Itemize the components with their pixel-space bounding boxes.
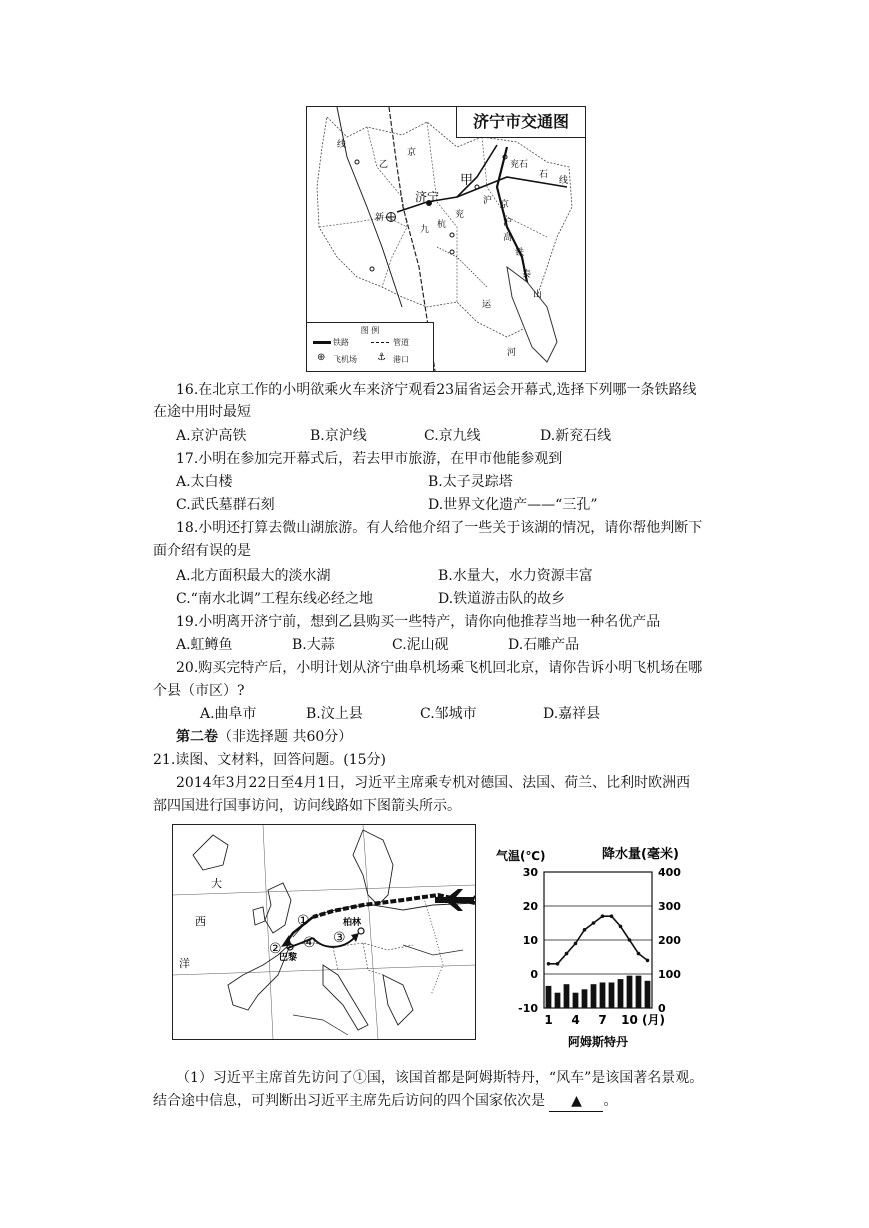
legend-airport-label: 飞机场 [333, 355, 357, 364]
temperature-point [610, 914, 614, 918]
temperature-tick-label: 10 [522, 934, 538, 947]
precipitation-bar [645, 981, 651, 1008]
temperature-point [646, 959, 650, 963]
city-marker [370, 267, 374, 271]
q19-option-b: B.大蒜 [292, 637, 335, 653]
label-hu2: 沪 [503, 218, 513, 228]
q17-option-c: C.武氏墓群石刻 [176, 497, 275, 513]
label-jiu: 九 [420, 225, 430, 235]
label-jining: 济宁 [415, 190, 440, 204]
q16-option-d: D.新兖石线 [540, 428, 612, 444]
q21-para-2: 部四国进行国事访问，访问线路如下图箭头所示。 [153, 798, 461, 814]
q21-sub1-line-1: （1）习近平主席首先访问了①国，该国首都是阿姆斯特丹，“风车”是该国著名景观。 [176, 1070, 704, 1086]
climate-chart [486, 838, 706, 1058]
q20-stem-2: 个县（市区）? [153, 683, 245, 699]
berlin-dot [358, 928, 364, 934]
temperature-point [565, 952, 569, 956]
label-yi: 乙 [379, 160, 389, 170]
q19-stem: 19.小明离开济宁前，想到乙县购买一些特产，请你向他推荐当地一种名优产品 [176, 614, 661, 630]
label-xian: 线 [559, 176, 569, 186]
answer-blank[interactable]: ▲ [549, 1091, 603, 1112]
legend-port-label: 港口 [393, 355, 409, 364]
temperature-point [637, 952, 641, 956]
temperature-tick-label: 20 [522, 900, 538, 913]
q18-stem-2: 面介绍有误的是 [153, 543, 251, 559]
precipitation-bar [591, 984, 597, 1008]
coast-scandinavia [353, 830, 393, 905]
q21-sub1-end: 。 [603, 1093, 618, 1109]
temperature-point [592, 921, 596, 925]
q20-option-a: A.曲阜市 [200, 706, 257, 722]
x-tick-label: 10 [621, 1013, 638, 1027]
coast-ireland [253, 907, 265, 925]
label-hu: 沪 [483, 196, 493, 206]
temperature-point [619, 925, 623, 929]
label-yun: 运 [482, 300, 492, 310]
canal [437, 247, 487, 287]
label-jia: 甲 [460, 173, 474, 188]
precipitation-bar [573, 993, 579, 1008]
q21-sub1-text: 结合途中信息，可判断出习近平主席先后访问的四个国家依次是 [153, 1093, 545, 1109]
label-n4: ④ [303, 935, 316, 951]
temperature-point [574, 942, 578, 946]
label-tie: 铁 [515, 248, 525, 258]
temperature-point [601, 914, 605, 918]
label-jing: 京 [407, 148, 417, 158]
q19-option-d: D.石雕产品 [508, 637, 580, 653]
label-shi: 石 [539, 170, 549, 180]
legend-heading: 图 例 [360, 326, 380, 335]
precipitation-bar [546, 986, 552, 1008]
coast-italy [323, 965, 368, 1030]
q19-option-c: C.泥山砚 [392, 637, 449, 653]
precipitation-bar [636, 976, 642, 1008]
precipitation-bar [609, 983, 615, 1009]
border-east [423, 895, 443, 995]
q16-option-b: B.京沪线 [310, 428, 367, 444]
label-shan: 山 [533, 290, 543, 300]
precipitation-bar [627, 976, 633, 1008]
label-jing2: 京 [500, 200, 510, 210]
label-gao: 高 [503, 233, 513, 243]
legend-railway-symbol [313, 341, 331, 344]
coast-misc [293, 945, 463, 1035]
label-ocean-3: 洋 [179, 957, 190, 970]
label-n3: ③ [333, 930, 346, 946]
section2-subtitle: （非选择题 共60分） [218, 729, 353, 745]
q17-option-b: B.太子灵踪塔 [428, 474, 513, 490]
label-ocean-2: 西 [195, 915, 206, 928]
inner-boundary [427, 122, 457, 302]
q21-sub1-line-2 [153, 1091, 617, 1112]
label-n2: ② [269, 941, 282, 957]
q16-stem-1: 16.在北京工作的小明欲乘火车来济宁观看23届省运会开幕式,选择下列哪一条铁路线 [176, 382, 697, 398]
q16-option-a: A.京沪高铁 [176, 428, 247, 444]
label-n1: ① [297, 913, 310, 929]
x-tick-label: 7 [598, 1013, 607, 1027]
europe-map-svg [173, 825, 475, 1039]
legend-port-icon: ⚓ [377, 352, 386, 363]
airport-cross [387, 213, 395, 221]
q21-header: 21.读图、文材料，回答问题。(15分) [153, 752, 387, 768]
right-axis-label: 降水量(毫米) [602, 847, 679, 862]
q18-option-b: B.水量大，水力资源丰富 [438, 568, 593, 584]
q20-option-d: D.嘉祥县 [543, 706, 601, 722]
city-marker [450, 250, 454, 254]
precipitation-bar [582, 989, 588, 1008]
q17-option-a: A.太白楼 [176, 474, 233, 490]
temperature-point [556, 962, 560, 966]
q19-option-a: A.虹鳟鱼 [176, 637, 233, 653]
q18-option-a: A.北方面积最大的淡水湖 [176, 568, 331, 584]
precipitation-bar [600, 983, 606, 1009]
q18-option-d: D.铁道游击队的故乡 [438, 591, 566, 607]
x-tick-label: 1 [544, 1013, 553, 1027]
precipitation-tick-label: 200 [658, 934, 681, 947]
q17-stem: 17.小明在参加完开幕式后，若去甲市旅游，在甲市他能参观到 [176, 451, 563, 467]
label-tai: 泰 [522, 270, 532, 280]
jining-traffic-map [306, 106, 586, 372]
q18-stem-1: 18.小明还打算去微山湖旅游。有人给他介绍了一些关于该湖的情况，请你帮他判断下 [176, 520, 703, 536]
graticule [173, 825, 475, 1039]
q16-option-c: C.京九线 [424, 428, 481, 444]
label-ocean-1: 大 [211, 877, 222, 890]
section2-heading [176, 727, 352, 747]
temperature-tick-label: 0 [530, 968, 538, 981]
q18-option-c: C.“南水北调”工程东线必经之地 [176, 591, 373, 607]
label-paris: 巴黎 [279, 953, 298, 963]
section2-title: 第二卷 [176, 729, 218, 745]
temperature-point [547, 962, 551, 966]
q20-option-b: B.汶上县 [306, 706, 363, 722]
precipitation-tick-label: 400 [658, 866, 681, 879]
legend-railway-label: 铁路 [333, 338, 349, 347]
x-unit-label: (月) [642, 1013, 665, 1027]
label-yan: 兖 [455, 210, 465, 220]
temperature-tick-label: 30 [522, 866, 538, 879]
inner-boundary [319, 217, 407, 227]
label-he: 河 [507, 348, 517, 358]
chart-title: 阿姆斯特丹 [567, 1035, 629, 1049]
europe-visit-map [172, 824, 476, 1040]
precipitation-tick-label: 100 [658, 968, 681, 981]
legend-pipeline-symbol [371, 342, 389, 343]
temperature-point [583, 928, 587, 932]
label-xin: 新 [375, 213, 385, 223]
map1-title: 济宁市交通图 [472, 112, 569, 131]
label-yanshi: 兖石 [510, 160, 529, 170]
precipitation-bar [555, 993, 561, 1008]
map1-legend [307, 322, 434, 371]
q17-option-d: D.世界文化遗产——“三孔” [428, 497, 598, 513]
legend-pipeline-label: 管道 [393, 338, 409, 347]
q20-stem-1: 20.购买完特产后，小明计划从济宁曲阜机场乘飞机回北京，请你告诉小明飞机场在哪 [176, 660, 703, 676]
label-berlin: 柏林 [343, 918, 362, 928]
airplane-icon [435, 889, 475, 911]
precipitation-tick-label: 300 [658, 900, 681, 913]
city-marker [450, 233, 454, 237]
temperature-tick-label: -10 [518, 1002, 538, 1015]
precipitation-bar [618, 979, 624, 1008]
precipitation-tick-label: 0 [658, 1002, 666, 1015]
q20-option-c: C.邹城市 [420, 706, 477, 722]
temperature-point [628, 938, 632, 942]
map1-title-box [456, 107, 585, 138]
coast-balkans [383, 975, 413, 1025]
left-axis-label: 气温(℃) [496, 849, 546, 863]
q21-para-1: 2014年3月22日至4月1日，习近平主席乘专机对德国、法国、荷兰、比利时欧洲西 [176, 775, 691, 791]
label-xian2: 线 [337, 140, 347, 150]
legend-airport-icon: ⊕ [317, 352, 326, 363]
city-marker [355, 160, 359, 164]
coast-iceland [193, 835, 228, 870]
coast-britain [265, 883, 291, 933]
q16-stem-2: 在途中用时最短 [153, 404, 251, 420]
x-tick-label: 4 [571, 1013, 580, 1027]
label-hang: 杭 [437, 220, 447, 230]
climate-chart-svg [486, 838, 706, 1058]
precipitation-bar [564, 984, 570, 1008]
